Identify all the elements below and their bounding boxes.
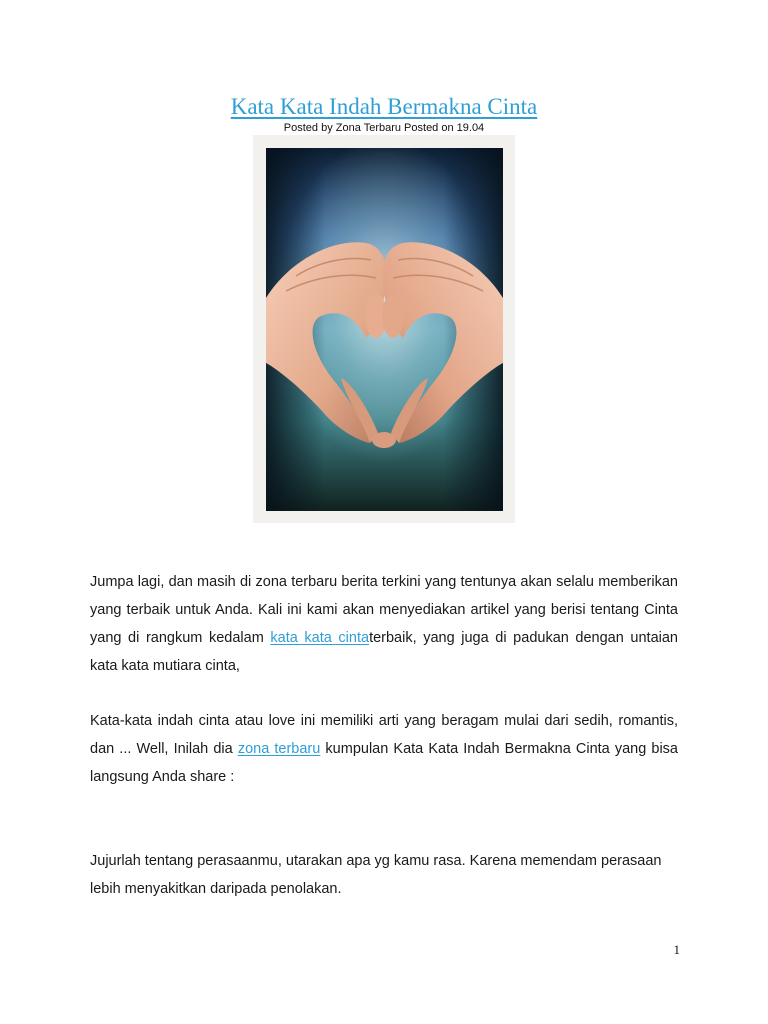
post-byline: Posted by Zona Terbaru Posted on 19.04 [283, 122, 485, 134]
zona-terbaru-link[interactable]: zona terbaru [237, 741, 321, 757]
paragraph-intro [90, 568, 678, 680]
paragraph-quote: Jujurlah tentang perasaanmu, utarakan apa yg kamu rasa. Karena memendam perasaan lebih menyakitkan daripada penolakan. [90, 853, 662, 897]
paragraph-intro-text-2: terbaik, yang juga di padukan dengan untaian kata kata mutiara cinta, [90, 630, 678, 674]
post-title-link[interactable]: Kata Kata Indah Bermakna Cinta [230, 94, 538, 119]
paragraph-description-text-1: Kata-kata indah cinta atau love ini memiliki arti yang beragam mulai dari sedih, romantis, dan ... Well, Inilah dia [90, 713, 678, 757]
paragraph-intro-text-1: Jumpa lagi, dan masih di zona terbaru berita terkini yang tentunya akan selalu memberikan yang terbaik untuk Anda. Kali ini kami akan menyediakan artikel yang berisi tentang Cinta yang di rangkum kedalam [90, 574, 678, 646]
photo-frame [253, 135, 515, 523]
paragraph-description-text-2: kumpulan Kata Kata Indah Bermakna Cinta yang bisa langsung Anda share : [90, 741, 678, 785]
kata-kata-cinta-link[interactable]: kata kata cinta [270, 630, 370, 646]
post-title[interactable] [0, 93, 768, 121]
heart-hands-photo [266, 148, 503, 511]
paragraph-description [90, 707, 678, 791]
page-number: 1 [673, 942, 680, 957]
